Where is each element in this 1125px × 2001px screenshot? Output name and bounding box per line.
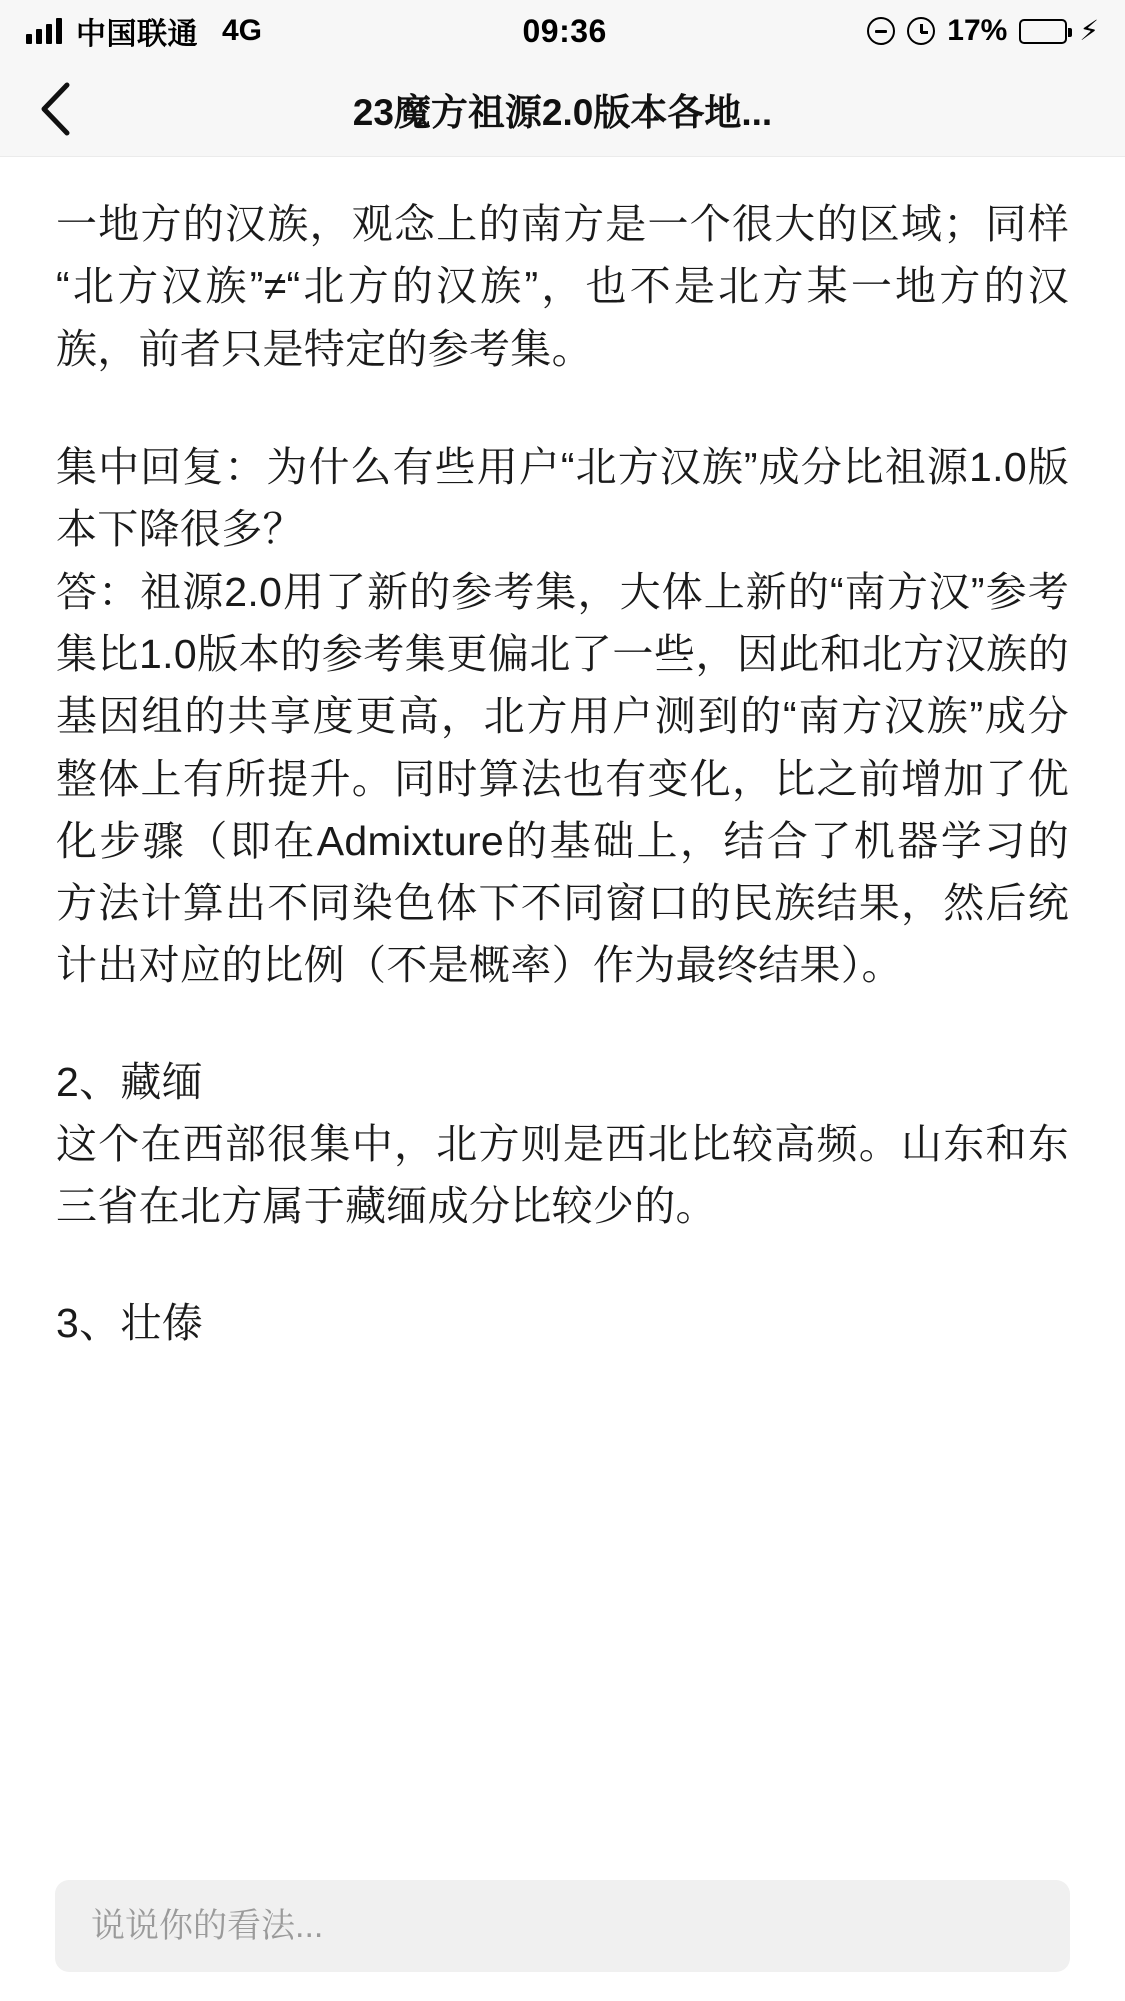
signal-bars-icon bbox=[26, 18, 62, 44]
status-bar bbox=[0, 0, 1125, 62]
network-type-label: 4G bbox=[222, 14, 263, 47]
article-heading: 3、壮傣 bbox=[56, 1299, 204, 1346]
paragraph-spacer bbox=[56, 1238, 1069, 1292]
nav-bar bbox=[0, 62, 1125, 157]
article-content bbox=[0, 157, 1125, 1851]
comment-input[interactable] bbox=[55, 1880, 1070, 1972]
status-bar-left bbox=[26, 9, 262, 53]
article-paragraph: 集中回复：为什么有些用户“北方汉族”成分比祖源1.0版本下降很多？ bbox=[56, 443, 1069, 553]
article-heading: 2、藏缅 bbox=[56, 1058, 204, 1105]
paragraph-spacer bbox=[56, 380, 1069, 436]
battery-icon bbox=[1019, 19, 1067, 44]
alarm-clock-icon bbox=[907, 17, 935, 45]
comment-bar bbox=[0, 1851, 1125, 2001]
carrier-label: 中国联通 bbox=[76, 18, 198, 51]
article-paragraph: 这个在西部很集中，北方则是西北比较高频。山东和东三省在北方属于藏缅成分比较少的。 bbox=[56, 1121, 1069, 1230]
paragraph-spacer bbox=[56, 997, 1069, 1051]
page-title: 23魔方祖源2.0版本各地... bbox=[352, 92, 773, 133]
article-paragraph: 一地方的汉族，观念上的南方是一个很大的区域；同样“北方汉族”≠“北方的汉族”，也不是北方某一地方的汉族，前者只是特定的参考集。 bbox=[56, 201, 1069, 372]
status-bar-right bbox=[867, 14, 1099, 48]
article-paragraph: 答：祖源2.0用了新的参考集，大体上新的“南方汉”参考集比1.0版本的参考集更偏北了一些，因此和北方汉族的基因组的共享度更高，北方用户测到的“南方汉族”成分整体上有所提升。同时算法也有变化，比之前增加了优化步骤（即在Admixture的基础上，结合了机器学习的方法计算出不同染色体下不同窗口的民族结果，然后统计出对应的比例（不是概率）作为最终结果）。 bbox=[56, 568, 1069, 989]
status-bar-clock: 09:36 bbox=[522, 12, 607, 49]
battery-percent-label: 17% bbox=[947, 14, 1008, 47]
mute-icon bbox=[867, 17, 895, 45]
charging-bolt-icon: ⚡ bbox=[1079, 15, 1099, 46]
back-button[interactable] bbox=[0, 62, 110, 157]
chevron-left-icon bbox=[38, 80, 72, 138]
